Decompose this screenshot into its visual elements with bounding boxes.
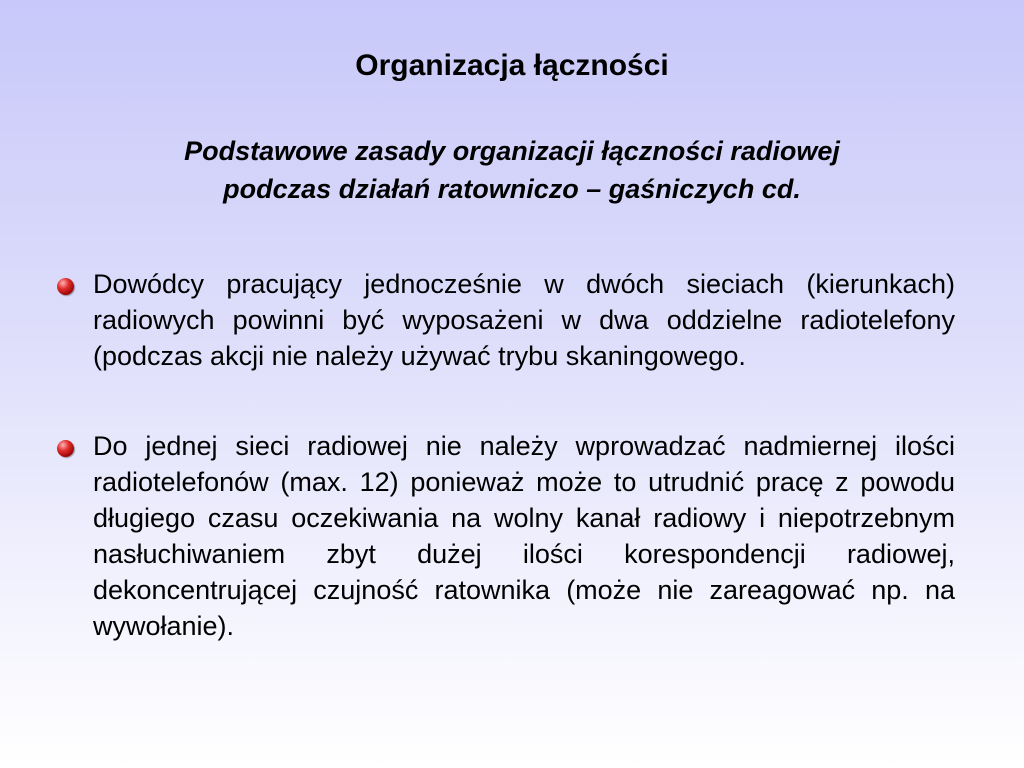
bullet-item (55, 266, 955, 374)
bullet-text: Dowódcy pracujący jednocześnie w dwóch sieciach (kierunkach) radiowych powinni być wyposażeni w dwa oddzielne radiotelefony (podczas akcji nie należy używać trybu skaningowego. (93, 269, 955, 371)
bullet-icon (57, 440, 74, 457)
subtitle-line-1: Podstawowe zasady organizacji łączności radiowej (184, 136, 840, 166)
bullet-icon (57, 278, 74, 295)
slide-subtitle (60, 132, 964, 208)
bullet-item (55, 428, 955, 644)
slide-title: Organizacja łączności (355, 49, 669, 82)
bullet-text: Do jednej sieci radiowej nie należy wprowadzać nadmiernej ilości radiotelefonów (max. 12) ponieważ może to utrudnić pracę z powodu długiego czasu oczekiwania na wolny kanał radiowy i niepotrzebnym nasłuchiwaniem zbyt dużej ilości korespondencji radiowej, dekoncentrującej czujność ratownika (może nie zareagować np. na wywołanie). (93, 431, 955, 641)
bullet-list (55, 266, 955, 698)
subtitle-line-2: podczas działań ratowniczo – gaśniczych cd. (223, 174, 801, 204)
